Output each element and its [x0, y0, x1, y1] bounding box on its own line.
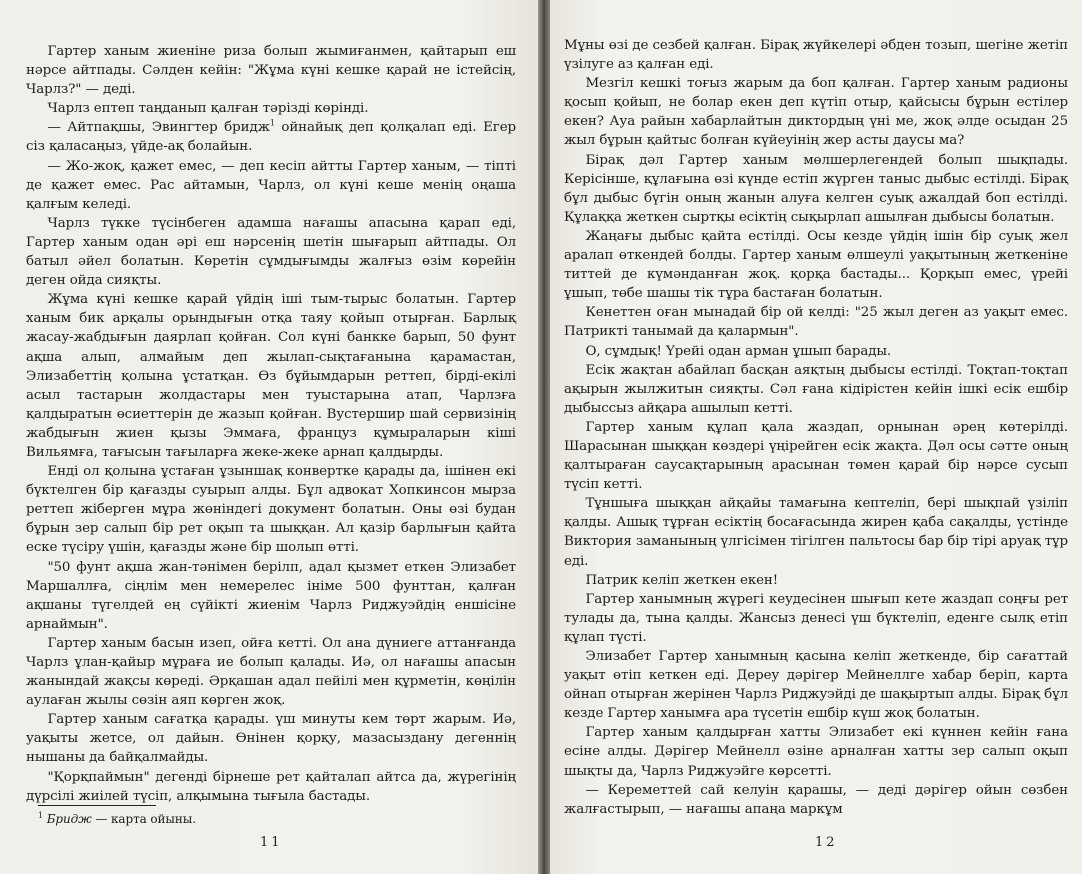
paragraph: "Қорқпаймын" дегенді бірнеше рет қайталап айтса да, жүрегінің дүрсілі жиілей түсіп, алқымына тығыла бастады.: [26, 769, 516, 804]
left-page: [0, 0, 538, 874]
paragraph: Патрик келіп жеткен екен!: [585, 572, 779, 588]
footnote-text: — карта ойыны.: [91, 812, 196, 826]
paragraph: Гартер ханым құлап қала жаздап, орнынан әрең көтерілді. Шарасынан шыққан көздері үңірейген есік жақта. Дәл осы сәтте оның қалтыраған саусақтарының арасынан төмен қарай бір нәрсе сусып түсіп кетті.: [564, 419, 1068, 493]
paragraph: Чарлз ептеп таңданып қалған тәрізді көрінді.: [47, 101, 369, 117]
paragraph: Жұма күні кешке қарай үйдің іші тым-тырыс болатын. Гартер ханым бик арқалы орындығын отқа таяу қойып отырған. Барлық жасау-жабдығын даярлап қойған. Сол күні банкке барып, 50 фунт ақша алып, алмайым деп жылап-сықтағанына қарамастан, Элизабеттің қолына ұстатқан. Өз бұйымдарын реттеп, бірді-екілі асыл тастарын жолдастары мен туыстарына атап, Чарлзға қалдыратын өсиеттерін де жазып қойған. Вустершир шай сервизінің жабдығын жиен қызы Эммаға, француз құмыраларын кіші Вильямға, тағысын тағыларға жеке-жеке арнап қалдырды.: [26, 292, 516, 460]
paragraph: Гартер ханым басын изеп, ойға кетті. Ол ана дүниеге аттанғанда Чарлз ұлан-қайыр мұраға ие болып қалады. Иә, ол нағашы апасын жанындай жақсы көреді. Әрқашан адал пейілі мен құрметін, көңілін аулаған жылы сөзін аяп көрген жоқ.: [26, 635, 516, 709]
footnote: [38, 812, 196, 826]
paragraph: О, сұмдық! Үрейі одан арман ұшып барады.: [585, 343, 892, 359]
page-number: 12: [815, 835, 838, 850]
paragraph: "50 фунт ақша жан-тәнімен берілп, адал қызмет еткен Элизабет Маршаллға, сіңлім мен немерелес ініме 500 фунттан, қалған ақшаны түгелдей ең сүйікті жиенім Чарлз Риджуэйдің еншісіне арнаймын".: [26, 559, 516, 632]
paragraph: Тұншыға шыққан айқайы тамағына кептеліп, бері шықпай үзіліп қалды. Ашық тұрған есіктің босағасында жирен қаба сақалды, үстінде Виктория заманының үлгісімен тігілген пальтосы бар бір тірі аруақ тұр еді.: [564, 496, 1068, 569]
footnote-term: Бридж: [46, 812, 92, 826]
page-number: 11: [260, 835, 283, 850]
footnote-marker: 1: [38, 811, 43, 820]
paragraph: Гартер ханым қалдырған хатты Элизабет екі күннен кейін ғана есіне алды. Дәрігер Мейнелл өзіне арналған хатты зер салып оқып шықты да, Чарлз Риджуэйге көрсетті.: [564, 725, 1068, 779]
paragraph: — Жо-жоқ, қажет емес, — деп кесіп айтты Гартер ханым, — тіпті де қажет емес. Рас айтамын, Чарлз, ол күні кеше менің оңаша қалғым келеді.: [26, 158, 516, 212]
paragraph: — Кереметтей сай келуін қарашы, — деді дәрігер ойын сөзбен жалғастырып, — нағашы апаңа маркұм: [564, 782, 1068, 817]
paragraph-part: ойнайық деп қолқалап еді. Егер сіз қаласаңыз, үйде-ақ болайын.: [26, 120, 516, 155]
right-page: [550, 0, 1082, 874]
paragraph: Гартер ханым сағатқа қарады. үш минуты кем төрт жарым. Иә, уақыты жетсе, ол дайын. Өнінен қорқу, мазасыздану дегеннің нышаны да байқалмайды.: [26, 712, 516, 766]
paragraph: Бірақ дәл Гартер ханым мөлшерлегендей болып шықпады. Керісінше, құлағына өзі күнде естіп жүрген таныс дыбыс естілді. Бірақ бұл дыбыс бүгін оның жанын алуға келген суық ажалдай боп естілді. Құлаққа жеткен сыртқы есіктің сықырлап ашылған дыбысы болатын.: [564, 152, 1068, 225]
book-gutter: [538, 0, 550, 874]
footnote-ref: 1: [269, 118, 275, 128]
right-page-text: [564, 36, 1068, 819]
paragraph-part: — Айтпақшы, Эвингтер бридж: [47, 120, 270, 136]
paragraph: Элизабет Гартер ханымның қасына келіп жеткенде, бір сағаттай уақыт өтіп кеткен еді. Дереу дәрігер Мейнеллге хабар беріп, карта ойнап отырған жерінен Чарлз Риджуэйді де шақыртып алды. Бірақ бұл кезде Гартер ханымға ара түсетін ешбір күш жоқ болатын.: [564, 649, 1068, 722]
paragraph: Кенеттен оған мынадай бір ой келді: "25 жыл деген аз уақыт емес. Патрикті танымай да қалармын".: [564, 305, 1068, 340]
paragraph: Мезгіл кешкі тоғыз жарым да боп қалған. Гартер ханым радионы қосып қойып, не болар екен деп күтіп отыр, қайсысы бұрын естілер екен? Ауа райын хабарлайтын диктордың үні ме, жоқ әлде осыдан 25 жыл бұрын қайтыс болған күйеуінің жер асты даусы ма?: [564, 76, 1068, 149]
paragraph: Чарлз түкке түсінбеген адамша нағашы апасына қарап еді, Гартер ханым одан әрі еш нәрсенің шетін шығарып айтпады. Ол батыл әйел болатын. Көретін сұмдығымды жалғыз өзім көрейін деген ойда сияқты.: [26, 215, 516, 289]
paragraph: [26, 118, 516, 156]
paragraph: Мұны өзі де сезбей қалған. Бірақ жүйкелері әбден тозып, шегіне жетіп үзілуге аз қалған еді.: [564, 38, 1068, 73]
paragraph: Жаңағы дыбыс қайта естілді. Осы кезде үйдің ішін бір суық жел аралап өткендей болды. Гартер ханым өлшеулі уақытының жеткеніне титтей де күмәнданған жоқ. қорқа бастады... Қорқып емес, үрейі ұшып, төбе шашы тік тұра бастаған болатын.: [564, 228, 1068, 302]
left-page-text: [26, 42, 516, 806]
footnote-divider: [38, 805, 156, 806]
paragraph: Гартер ханым жиеніне риза болып жымиғанмен, қайтарып еш нәрсе айтпады. Сәлден кейін: "Жұма күні кешке қарай не істейсің, Чарлз?" — деді.: [26, 44, 516, 98]
paragraph: Есік жақтан абайлап басқан аяқтың дыбысы естілді. Тоқтап-тоқтап ақырын жылжитын сияқты. Сәл ғана кідірістен кейін ішкі есік ешбір дыбыссыз айқара ашылып кетті.: [564, 362, 1068, 416]
paragraph: Гартер ханымның жүрегі кеудесінен шығып кете жаздап соңғы рет тулады да, тына қалды. Жансыз денесі үш бүктеліп, еденге сылқ етіп құлап түсті.: [564, 591, 1068, 645]
paragraph: Енді ол қолына ұстаған ұзыншақ конвертке қарады да, ішінен екі бүктелген бір қағазды суырып алды. Бұл адвокат Хопкинсон мырза реттеп жіберген мұра жөніндегі документ болатын. Оны өзі будан бұрын зер салып бір рет оқып та шыққан. Ал қазір барлығын қайта еске түсіру үшін, қағазды және бір шолып өтті.: [26, 464, 516, 556]
